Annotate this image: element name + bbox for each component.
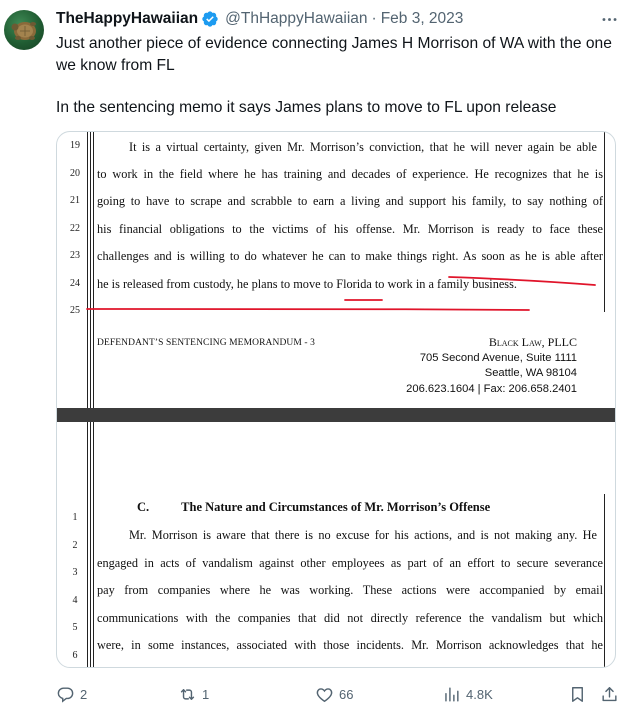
line-number: 19	[70, 140, 80, 151]
line-number: 22	[70, 223, 80, 234]
document-scan	[57, 132, 616, 668]
line-number: 6	[72, 650, 78, 661]
retweet-button[interactable]	[178, 682, 209, 706]
line-number: 1	[72, 512, 78, 523]
law-firm-address: 705 Second Avenue, Suite 1111	[419, 351, 577, 364]
tweet-header	[56, 8, 463, 30]
tweet-actions	[56, 682, 622, 706]
share-icon	[600, 685, 619, 704]
tweet-text-line: Just another piece of evidence connecting James H Morrison of WA with the one we know from FL	[56, 35, 612, 74]
line-number: 2	[72, 540, 78, 551]
views-count: 4.8K	[466, 686, 493, 702]
views-button[interactable]	[442, 682, 493, 706]
tweet-text-line: In the sentencing memo it says James plans to move to FL upon release	[56, 99, 557, 116]
law-firm-phone: 206.623.1604 | Fax: 206.658.2401	[406, 382, 577, 395]
line-number: 23	[70, 250, 80, 261]
like-icon	[315, 685, 334, 704]
reply-icon	[56, 685, 75, 704]
section-heading	[137, 500, 490, 515]
views-icon	[442, 685, 461, 704]
document-line: It is a virtual certainty, given Mr. Morrison’s conviction, that he will never again be able	[129, 140, 597, 154]
like-button[interactable]	[315, 682, 353, 706]
tweet-image[interactable]	[56, 131, 616, 668]
reply-count: 2	[80, 686, 88, 702]
line-number: 4	[72, 595, 78, 606]
document-footer: DEFENDANT’S SENTENCING MEMORANDUM - 3	[97, 338, 315, 348]
law-firm-name: Black Law, PLLC	[488, 335, 577, 349]
retweet-count: 1	[202, 686, 210, 702]
avatar[interactable]	[4, 10, 44, 50]
page-break	[57, 408, 616, 422]
law-firm-city: Seattle, WA 98104	[484, 367, 577, 379]
line-number: 24	[70, 278, 80, 289]
bookmark-icon	[568, 685, 587, 704]
section-title: The Nature and Circumstances of Mr. Morrison’s Offense	[181, 500, 491, 514]
line-number: 21	[70, 195, 80, 206]
line-number: 25	[70, 305, 80, 316]
document-line: to work in the field where he has training and decades of experience. He recognizes that he is	[97, 167, 603, 181]
separator-dot: ·	[371, 10, 377, 27]
document-line: pay from companies where he was working. These actions were accompanied by email	[97, 583, 603, 597]
law-firm-block	[406, 335, 577, 397]
document-line: he is released from custody, he plans to move to Florida to work in a family business.	[97, 277, 517, 291]
like-count: 66	[339, 686, 354, 702]
verified-badge-icon	[201, 10, 219, 28]
retweet-icon	[178, 685, 197, 704]
section-letter: C.	[137, 500, 150, 514]
line-number: 3	[72, 567, 78, 578]
document-line: communications with the companies that did not directly reference the vandalism but which	[97, 611, 603, 625]
line-number: 5	[72, 622, 78, 633]
document-line: were, in some instances, associated with those incidents. Mr. Morrison acknowledges that he	[97, 638, 603, 652]
document-line: challenges and is willing to do whatever he can to make things right. As soon as he is able after	[97, 249, 603, 263]
document-line: going to have to scrape and scrabble to earn a living and support his family, to say nothing of	[97, 194, 603, 208]
more-icon[interactable]	[598, 8, 620, 30]
tweet-text	[56, 33, 616, 119]
document-line: engaged in acts of vandalism against other employees as part of an effort to secure severance	[97, 556, 603, 570]
tweet-date[interactable]: Feb 3, 2023	[380, 10, 464, 27]
document-line: his financial obligations to the victims of his offense. Mr. Morrison is ready to face these	[97, 222, 603, 236]
share-button[interactable]	[600, 682, 619, 706]
display-name[interactable]: TheHappyHawaiian	[56, 10, 199, 27]
line-number: 20	[70, 168, 80, 179]
document-line: Mr. Morrison is aware that there is no excuse for his actions, and is not making any. He	[129, 528, 597, 542]
reply-button[interactable]	[56, 682, 87, 706]
bookmark-button[interactable]	[568, 682, 587, 706]
handle[interactable]: @ThHappyHawaiian	[225, 10, 368, 27]
